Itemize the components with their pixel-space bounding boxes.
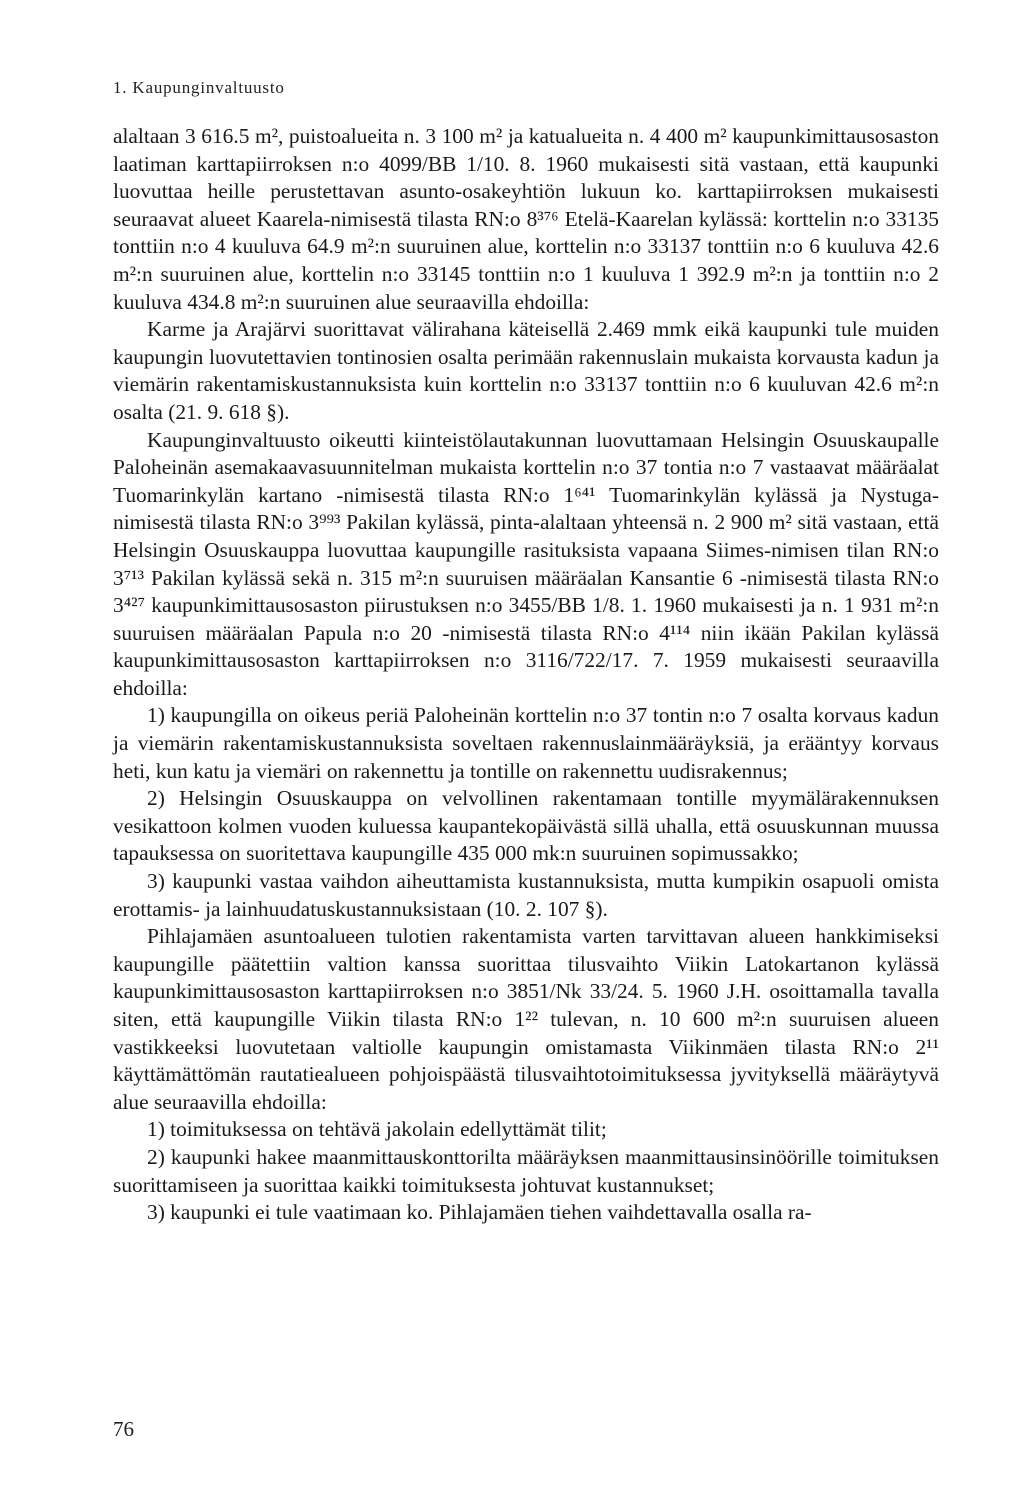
list-item-4: 1) toimituksessa on tehtävä jakolain edellyttämät tilit; <box>147 1117 607 1142</box>
paragraph-4: Pihlajamäen asuntoalueen tulotien rakentamista varten tarvittavan alueen hankkimiseksi kaupungille päätettiin valtion kanssa suorittaa tilusvaihto Viikin Latokartanon kylässä kaupunkimittausosaston karttapiirroksen n:o 3851/Nk 33/24. 5. 1960 J.H. osoittamalla tavalla siten, että kaupungille Viikin tilasta RN:o 1²² tulevan, n. 10 600 m²:n suuruisen alueen vastikkeeksi luovutetaan valtiolle kaupungin omistamasta Viikinmäen tilasta RN:o 2¹¹ käyttämättömän rautatiealueen pohjoispäästä tilusvaihtotoimituksessa jyvityksellä määräytyvä alue seuraavilla ehdoilla: <box>113 924 939 1114</box>
paragraph-3: Kaupunginvaltuusto oikeutti kiinteistölautakunnan luovuttamaan Helsingin Osuuskaupalle Paloheinän asemakaavasuunnitelman mukaista korttelin n:o 37 tontia n:o 7 vastaavat määräalat Tuomarinkylän kartano -nimisestä tilasta RN:o 1⁶⁴¹ Tuomarinkylän kylässä ja Nystuga-nimisestä tilasta RN:o 3⁹⁹³ Pakilan kylässä, pinta-alaltaan yhteensä n. 2 900 m² sitä vastaan, että Helsingin Osuuskauppa luovuttaa kaupungille rasituksista vapaana Siimes-nimisen tilan RN:o 3⁷¹³ Pakilan kylässä sekä n. 315 m²:n suuruisen määräalan Kansantie 6 -nimisestä tilasta RN:o 3⁴²⁷ kaupunkimittausosaston piirustuksen n:o 3455/BB 1/8. 1. 1960 mukaisesti ja n. 1 931 m²:n suuruisen määräalan Papula n:o 20 -nimisestä tilasta RN:o 4¹¹⁴ niin ikään Pakilan kylässä kaupunkimittausosaston karttapiirroksen n:o 3116/722/17. 7. 1959 mukaisesti seuraavilla ehdoilla: <box>113 427 939 700</box>
list-item-5: 2) kaupunki hakee maanmittauskonttorilta määräyksen maanmittausinsinöörille toimituksen suorittamiseen ja suorittaa kaikki toimituksesta johtuvat kustannukset; <box>113 1144 939 1197</box>
paragraph-2: Karme ja Arajärvi suorittavat välirahana käteisellä 2.469 mmk eikä kaupunki tule muiden kaupungin luovutettavien tontinosien osalta perimään rakennuslain mukaista korvausta kadun ja viemärin rakentamiskustannuksista kuin korttelin n:o 33137 tonttiin n:o 6 kuuluvan 42.6 m²:n osalta (21. 9. 618 §). <box>113 317 939 424</box>
document-body <box>113 123 939 1227</box>
list-item-1: 1) kaupungilla on oikeus periä Paloheinän korttelin n:o 37 tontin n:o 7 osalta korvaus kadun ja viemärin rakentamiskustannuksista soveltaen rakennuslainmääräyksiä, ja erääntyy korvaus heti, kun katu ja viemäri on rakennettu ja tontille on rakennettu uudisrakennus; <box>113 703 939 783</box>
running-head: 1. Kaupunginvaltuusto <box>113 78 285 97</box>
list-item-6: 3) kaupunki ei tule vaatimaan ko. Pihlajamäen tiehen vaihdettavalla osalla ra- <box>147 1200 812 1225</box>
list-item-2: 2) Helsingin Osuuskauppa on velvollinen rakentamaan tontille myymälärakennuksen vesikattoon kolmen vuoden kuluessa kaupantekopäivästä sillä uhalla, että osuuskunnan muussa tapauksessa on suoritettava kaupungille 435 000 mk:n suuruinen sopimussakko; <box>113 786 939 866</box>
page-number: 76 <box>113 1417 134 1441</box>
paragraph-1: alaltaan 3 616.5 m², puistoalueita n. 3 100 m² ja katualueita n. 4 400 m² kaupunkimittausosaston laatiman karttapiirroksen n:o 4099/BB 1/10. 8. 1960 mukaisesti sitä vastaan, että kaupunki luovuttaa heille perustettavan asunto-osakeyhtiön lukuun ko. karttapiirroksen mukaisesti seuraavat alueet Kaarela-nimisestä tilasta RN:o 8³⁷⁶ Etelä-Kaarelan kylässä: korttelin n:o 33135 tonttiin n:o 4 kuuluva 64.9 m²:n suuruinen alue, korttelin n:o 33137 tonttiin n:o 6 kuuluva 42.6 m²:n suuruinen alue, korttelin n:o 33145 tonttiin n:o 1 kuuluva 1 392.9 m²:n ja tonttiin n:o 2 kuuluva 434.8 m²:n suuruinen alue seuraavilla ehdoilla: <box>113 124 939 314</box>
list-item-3: 3) kaupunki vastaa vaihdon aiheuttamista kustannuksista, mutta kumpikin osapuoli omista erottamis- ja lainhuudatuskustannuksistaan (10. 2. 107 §). <box>113 869 939 921</box>
